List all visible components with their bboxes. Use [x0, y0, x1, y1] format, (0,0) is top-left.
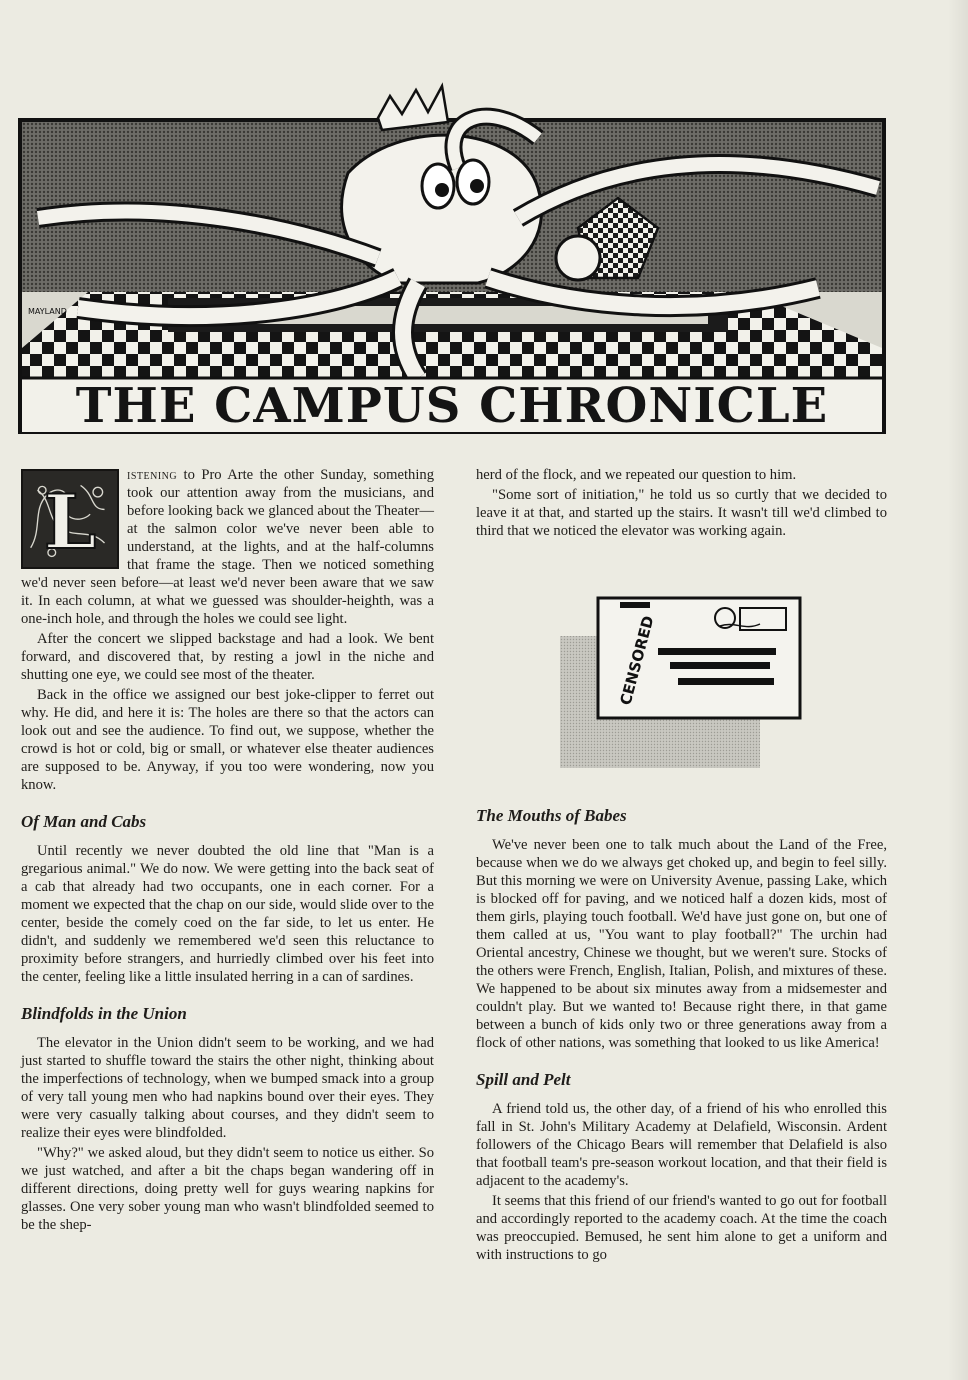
intro-paragraph-3: Back in the office we assigned our best joke-clipper to ferret out why. He did, and here it is: The holes are there so that the actors can look out and see the audience. To find out, we suppose, whether the crowd is hot or cold, big or small, or whatever else theater audiences are supposed to be. Anyway, if you too were wondering, now you know.: [21, 687, 434, 793]
cabs-paragraph: Until recently we never doubted the old line that "Man is a gregarious animal." We do now. We were getting into the back seat of a cab that already had two occupants, one in each corner. For a moment we expected that the chap on our side, would slide over to the center, beside the comely coed on the far side, to let us enter. He didn't, and suddenly we remembered we'd seen this reluctance to proximity before strangers, and hurriedly climbed over his feet into the center, feeling like a little insulated herring in a can of sardines.: [21, 843, 434, 985]
section-heading-spill: Spill and Pelt: [476, 1070, 571, 1089]
section-heading-cabs: Of Man and Cabs: [21, 812, 147, 831]
censored-envelope-illustration: [560, 596, 810, 770]
section-heading-blindfolds: Blindfolds in the Union: [21, 1004, 187, 1023]
blindfolds-paragraph-2-continued: herd of the flock, and we repeated our question to him.: [476, 467, 797, 483]
spill-paragraph-2: It seems that this friend of our friend's wanted to go out for football and accordingly reported to the academy coach. At the time the coach was preoccupied. Bemused, he sent him alone to get a uniform and with instructions to go: [476, 1193, 887, 1263]
blindfolds-paragraph-3: "Some sort of initiation," he told us so curtly that we decided to leave it at that, and started up the stairs. It wasn't till we'd climbed to third that we noticed the elevator was working again.: [476, 487, 887, 539]
right-column: [476, 466, 887, 1266]
intro-paragraph-2: After the concert we slipped backstage and had a look. We bent forward, and discovered that, by resting a jowl in the niche and shutting one eye, we could see most of the theater.: [21, 631, 434, 683]
blindfolds-paragraph-1: The elevator in the Union didn't seem to be working, and we had just started to shuffle toward the stairs the other night, thinking about the imperfections of technology, when we bumped smack into a group of very tall young men who had napkins bound over their eyes. They were very casually talking about courses, and they didn't seem to realize their eyes were blindfolded.: [21, 1035, 434, 1141]
intro-lead-smallcaps: istening: [127, 467, 178, 483]
svg-text:L: L: [43, 477, 97, 566]
artist-signature: MAYLAND: [28, 307, 67, 316]
section-heading-babes: The Mouths of Babes: [476, 806, 627, 825]
page-edge-shadow: [948, 0, 968, 1380]
censored-stamp: CENSORED: [616, 613, 658, 708]
babes-paragraph: We've never been one to talk much about the Land of the Free, because when we do we always get choked up, and begin to feel silly. But this morning we were on University Avenue, passing Lake, which is blocked off for paving, and we noticed half a dozen kids, most of them girls, playing touch football. We'd have just gone on, but one of them called at us, "You want to play football?" The urchin had Oriental ancestry, Chinese we thought, but we weren't sure. Stocks of the others were French, English, Italian, Polish, and mixtures of these. We happened to be about six minutes away from a midsemester and couldn't play. But we wanted to! Because right there, in that game between a bunch of kids only two or three generations away from a flock of other nations, was something that looked to us like America!: [476, 837, 887, 1051]
blindfolds-paragraph-2: "Why?" we asked aloud, but they didn't seem to notice us either. So we just watched, and after a bit the chaps began wandering off in different directions, doing pretty well for guys wearing napkins for glasses. One very sober young man who wasn't blindfolded seemed to be the shep-: [21, 1145, 434, 1233]
spill-paragraph-1: A friend told us, the other day, of a friend of his who enrolled this fall in St. John's Military Academy at Delafield, Wisconsin. Ardent followers of the Chicago Bears will remember that Delafield is also that football team's pre-season workout location, and that their field is adjacent to the academy's.: [476, 1101, 887, 1189]
dropcap-initial: [21, 469, 119, 569]
intro-lead-text: to Pro Arte the other Sunday, something took our attention away from the musicians, and before looking back we glanced about the Theater—at the salmon color we've never been able to understand, at the lights, and at the half-columns that frame the stage. Then we noticed something we'd never seen before—at least we'd never been aware that we saw it. In each column, at what we guessed was shoulder-heighth, was a one-inch hole, and through the holes we could see light.: [21, 467, 434, 627]
left-column: [21, 466, 434, 1236]
intro-paragraph: [21, 466, 434, 628]
masthead-title: THE CAMPUS CHRONICLE: [75, 378, 829, 434]
